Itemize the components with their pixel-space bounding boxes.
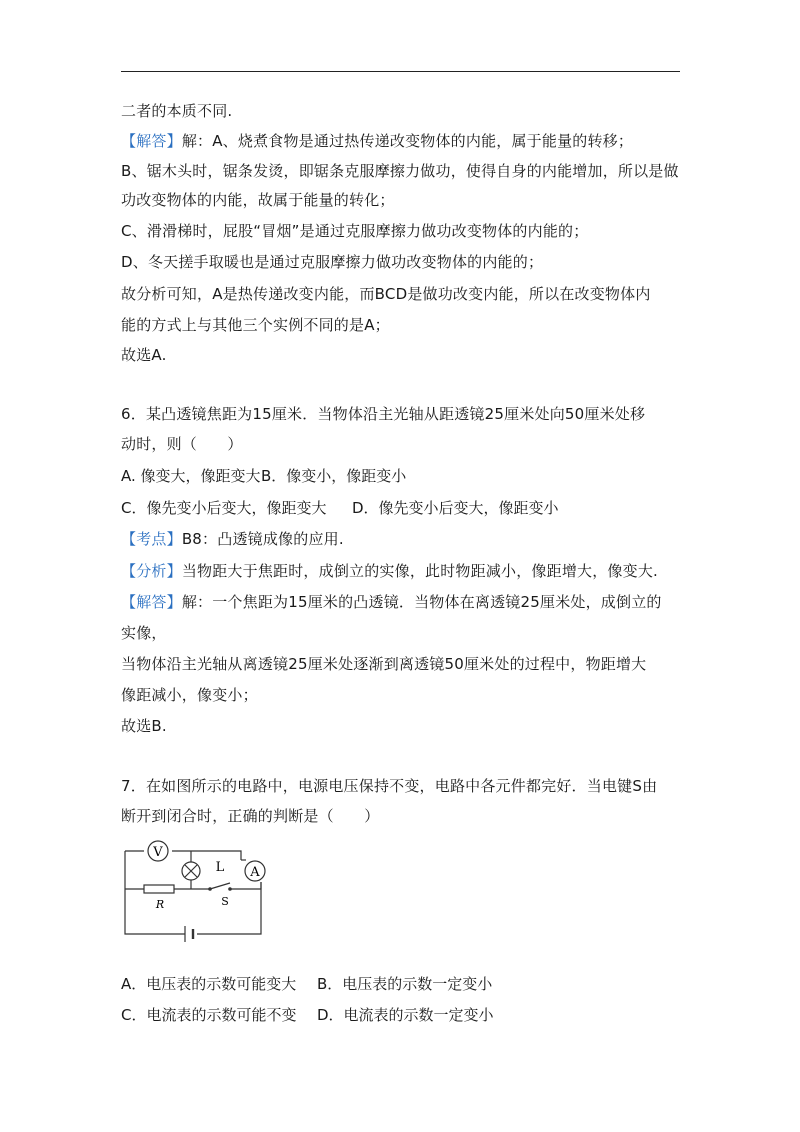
text-line: C、滑滑梯时，屁股“冒烟”是通过克服摩擦力做功改变物体的内能的； [121,222,589,240]
answer-line [121,131,633,151]
question-7-line1: 7．在如图所示的电路中，电源电压保持不变，电路中各元件都完好．当电键S由 [121,777,658,795]
analysis-tag: 【分析】 [121,562,182,580]
voltmeter-label: V [153,845,163,860]
question-6-line1: 6．某凸透镜焦距为15厘米．当物体沿主光轴从距透镜25厘米处向50厘米处移 [121,405,646,423]
q6-option-b: B．像变小，像距变小 [261,467,407,485]
text-line: 功改变物体的内能，故属于能量的转化； [121,191,395,209]
text-line: D、冬天搓手取暖也是通过克服摩擦力做功改变物体的内能的； [121,253,544,271]
q7-option-c: C．电流表的示数可能不变 [121,1006,297,1024]
q6-option-c: C．像先变小后变大，像距变大 [121,499,327,517]
text-line: 故分析可知，A是热传递改变内能，而BCD是做功改变内能，所以在改变物体内 [121,285,651,303]
text-line: 当物体沿主光轴从离透镜25厘米处逐渐到离透镜50厘米处的过程中，物距增大 [121,655,647,673]
text-line: B、锯木头时，锯条发烫，即锯条克服摩擦力做功，使得自身的内能增加，所以是做 [121,162,679,180]
text-line: 故选A. [121,346,167,364]
text-line: 像距减小，像变小； [121,686,258,704]
q7-option-d: D．电流表的示数一定变小 [317,1006,494,1024]
header-rule [121,71,680,72]
lamp-label: L [215,860,225,875]
analysis-text: 当物距大于焦距时，成倒立的实像，此时物距减小，像距增大，像变大. [181,562,658,580]
answer-text: 解：A、烧煮食物是通过热传递改变物体的内能，属于能量的转移； [181,132,634,150]
q6-analysis [121,561,658,581]
resistor-label: R [155,898,165,911]
knowledge-text: B8：凸透镜成像的应用. [181,530,344,548]
answer-tag: 【解答】 [121,593,182,611]
q6-final-answer: 故选B. [121,717,167,735]
q6-option-d: D．像先变小后变大，像距变小 [352,499,559,517]
answer-tag: 【解答】 [121,132,182,150]
q6-knowledge-point [121,529,344,549]
question-7-line2: 断开到闭合时，正确的判断是（ ） [121,807,380,825]
text-line: 实像， [121,624,167,642]
ammeter-label: A [250,865,260,880]
answer-text: 解：一个焦距为15厘米的凸透镜．当物体在离透镜25厘米处，成倒立的 [181,593,662,611]
q7-option-b: B．电压表的示数一定变小 [317,975,493,993]
text-line: 二者的本质不同. [121,102,233,120]
knowledge-tag: 【考点】 [121,530,182,548]
text-line: 能的方式上与其他三个实例不同的是A； [121,316,390,334]
question-6-line2: 动时，则（ ） [121,435,243,453]
q7-option-a: A．电压表的示数可能变大 [121,975,297,993]
switch-label: S [221,895,229,908]
q6-answer [121,592,662,612]
q6-option-a: A. 像变大，像距变大 [121,467,261,485]
circuit-diagram [118,838,278,948]
